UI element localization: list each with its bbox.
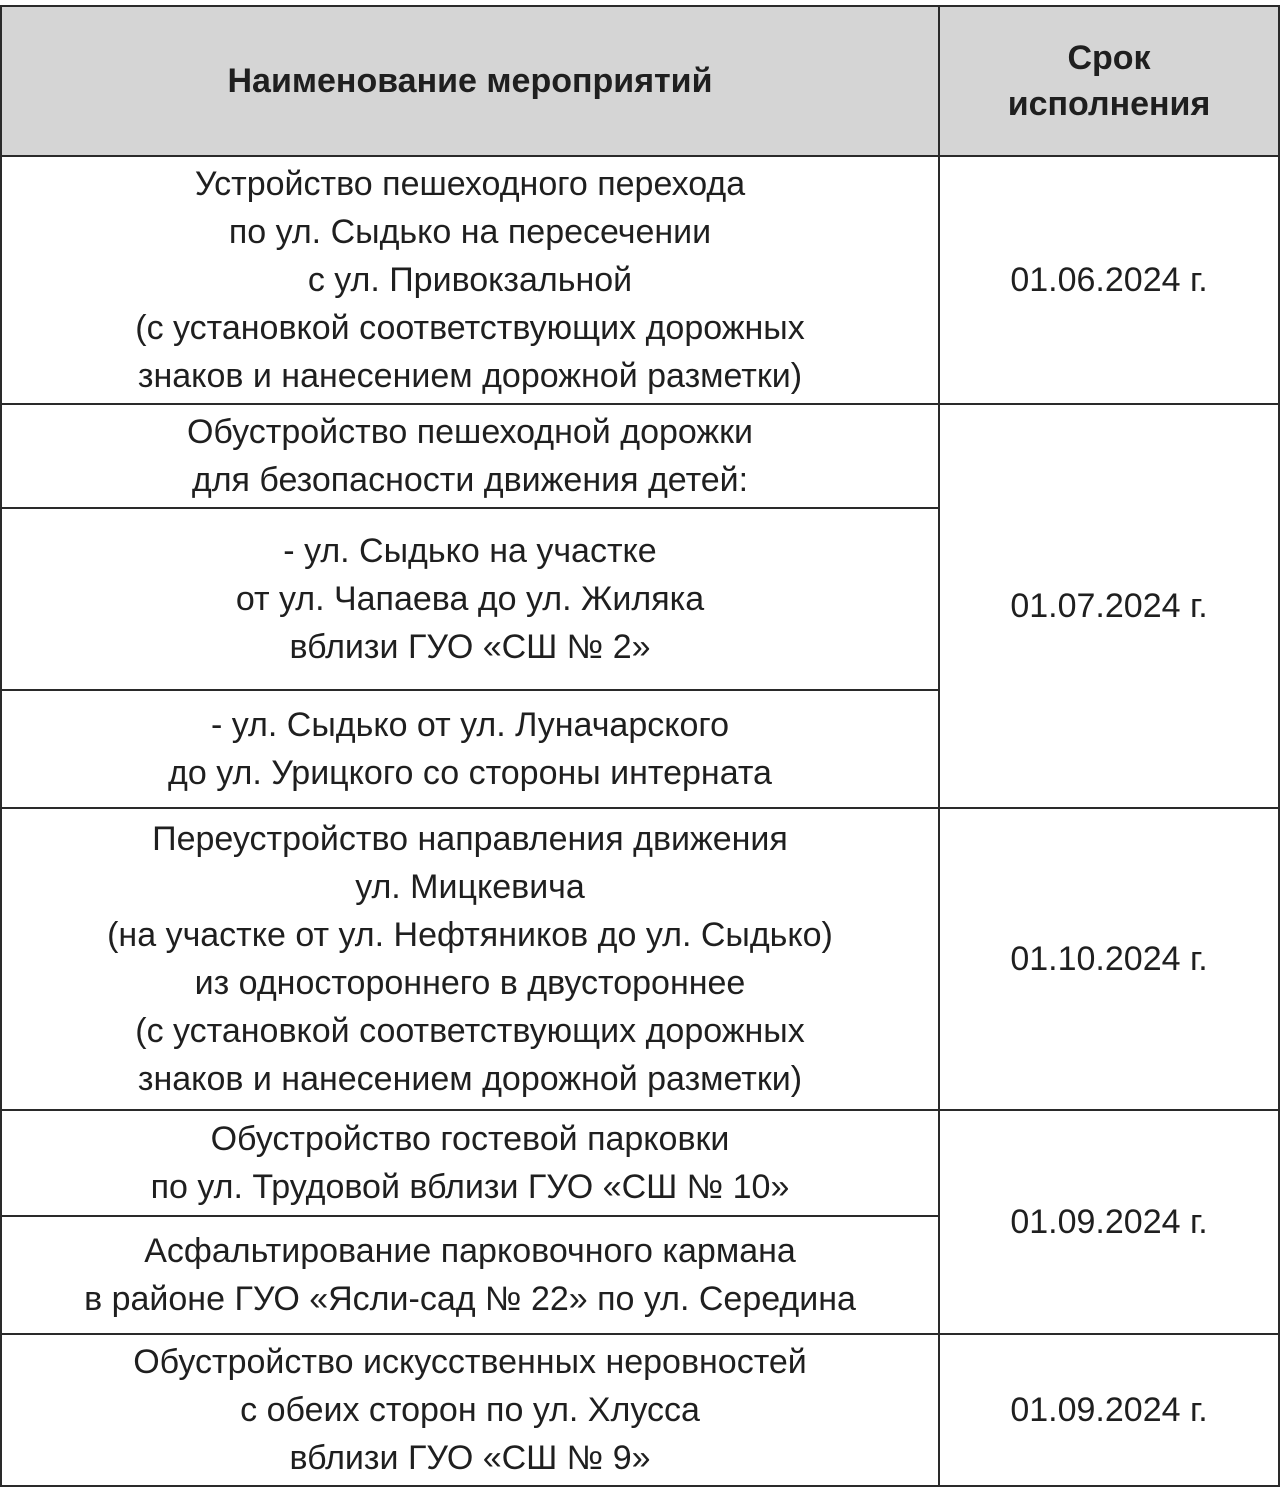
measure-name: Обустройство пешеходной дорожки для безопасности движения детей: bbox=[1, 404, 939, 508]
measure-name: Обустройство искусственных неровностей с обеих сторон по ул. Хлусса вблизи ГУО «СШ № 9» bbox=[1, 1334, 939, 1486]
measure-date: 01.09.2024 г. bbox=[939, 1334, 1279, 1486]
header-date: Срок исполнения bbox=[939, 6, 1279, 156]
table-row bbox=[1, 808, 1279, 1110]
measure-date: 01.07.2024 г. bbox=[939, 404, 1279, 808]
header-row bbox=[1, 6, 1279, 156]
table-row bbox=[1, 1334, 1279, 1486]
header-name: Наименование мероприятий bbox=[1, 6, 939, 156]
measure-name: - ул. Сыдько на участке от ул. Чапаева до ул. Жиляка вблизи ГУО «СШ № 2» bbox=[1, 508, 939, 690]
table-row bbox=[1, 1110, 1279, 1216]
measure-name: Переустройство направления движения ул. Мицкевича (на участке от ул. Нефтяников до ул. Сыдько) из одностороннего в двустороннее (с установкой соответствующих дорожных знаков и нанесением дорожной разметки) bbox=[1, 808, 939, 1110]
table-row bbox=[1, 404, 1279, 508]
measure-name: Обустройство гостевой парковки по ул. Трудовой вблизи ГУО «СШ № 10» bbox=[1, 1110, 939, 1216]
measure-date: 01.09.2024 г. bbox=[939, 1110, 1279, 1334]
measure-name: Асфальтирование парковочного кармана в районе ГУО «Ясли-сад № 22» по ул. Середина bbox=[1, 1216, 939, 1334]
measures-table bbox=[0, 5, 1280, 1487]
measure-name: - ул. Сыдько от ул. Луначарского до ул. Урицкого со стороны интерната bbox=[1, 690, 939, 808]
measure-name: Устройство пешеходного перехода по ул. Сыдько на пересечении с ул. Привокзальной (с установкой соответствующих дорожных знаков и нанесением дорожной разметки) bbox=[1, 156, 939, 404]
table-row bbox=[1, 156, 1279, 404]
measure-date: 01.10.2024 г. bbox=[939, 808, 1279, 1110]
measure-date: 01.06.2024 г. bbox=[939, 156, 1279, 404]
